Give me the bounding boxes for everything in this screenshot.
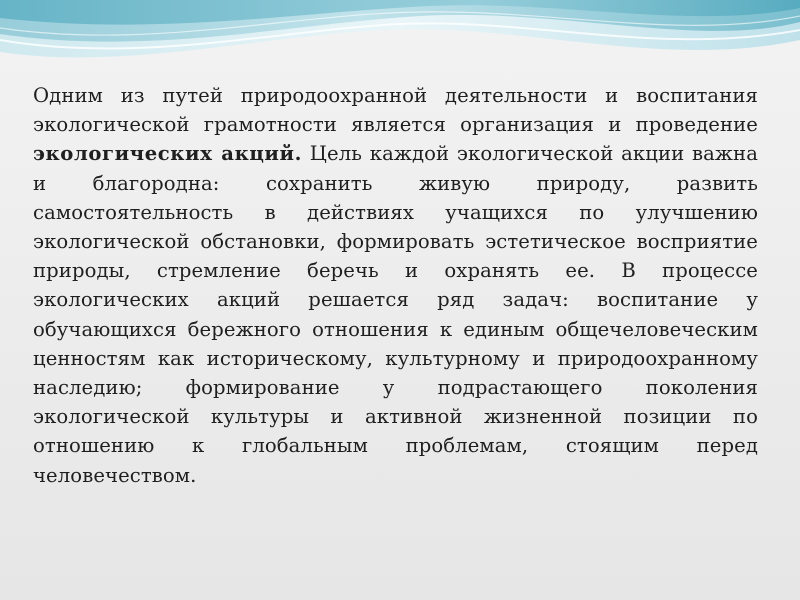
paragraph-intro: Одним из путей природоохранной деятельности и воспитания экологической грамотности является организация и проведение [33,84,758,137]
decorative-wave-header [0,0,800,90]
paragraph-emphasis: экологических акций. [33,142,303,166]
paragraph-body: Цель каждой экологической акции важна и благородна: сохранить живую природу, развить самостоятельность в действиях учащихся по улучшению экологической обстановки, формировать эстетическое восприятие природы, стремление беречь и охранять ее. В процессе экологических акций решается ряд задач: воспитание у обучающихся бережного отношения к единым общечеловеческим ценностям как историческому, культурному и природоохранному наследию; формирование у подрастающего поколения экологической культуры и активной жизненной позиции по отношению к глобальным проблемам, стоящим перед человечеством. [33,142,758,487]
main-paragraph [33,81,758,490]
